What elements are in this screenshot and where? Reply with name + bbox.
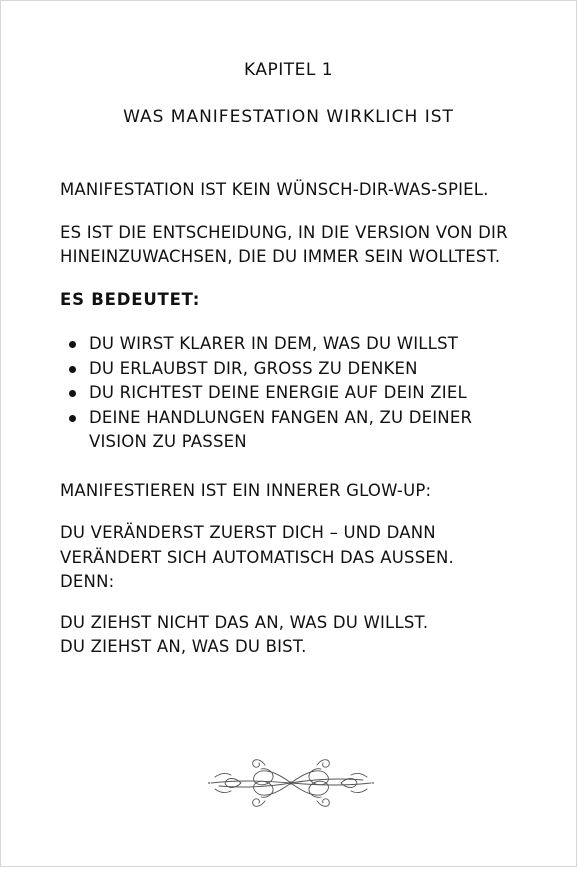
chapter-body xyxy=(60,178,535,678)
paragraph-attraction-line2: DU ZIEHST AN, WAS DU BIST. xyxy=(60,637,307,656)
flourish-divider-icon xyxy=(205,753,377,813)
bullet-icon xyxy=(69,341,76,348)
paragraph-change-line: DU VERÄNDERST ZUERST DICH – UND DANN VERÄNDERT SICH AUTOMATISCH DAS AUSSEN. xyxy=(60,523,454,567)
bullet-icon xyxy=(69,366,76,373)
list-item-text: DU WIRST KLARER IN DEM, WAS DU WILLST xyxy=(89,334,459,353)
list-item xyxy=(60,381,535,406)
meaning-list xyxy=(60,332,535,455)
section-heading: ES BEDEUTET: xyxy=(60,289,201,309)
bullet-icon xyxy=(69,390,76,397)
list-item xyxy=(60,357,535,382)
bullet-icon xyxy=(69,415,76,422)
list-item-text: DU ERLAUBST DIR, GROSS ZU DENKEN xyxy=(89,358,418,378)
paragraph-attraction xyxy=(60,611,535,660)
paragraph-glow-up: MANIFESTIEREN IST EIN INNERER GLOW-UP: xyxy=(60,480,432,500)
list-item xyxy=(60,406,535,455)
paragraph-decision: ES IST DIE ENTSCHEIDUNG, IN DIE VERSION VON DIR HINEINZUWACHSEN, DIE DU IMMER SEIN WOLLTEST. xyxy=(60,222,508,266)
paragraph-intro: MANIFESTATION IST KEIN WÜNSCH-DIR-WAS-SPIEL. xyxy=(60,180,489,199)
paragraph-attraction-line1: DU ZIEHST NICHT DAS AN, WAS DU WILLST. xyxy=(60,612,429,632)
paragraph-change-denn: DENN: xyxy=(60,572,115,591)
paragraph-change xyxy=(60,521,535,595)
list-item-text: DU RICHTEST DEINE ENERGIE AUF DEIN ZIEL xyxy=(89,383,467,402)
list-item-text: DEINE HANDLUNGEN FANGEN AN, ZU DEINER VISION ZU PASSEN xyxy=(89,407,473,451)
chapter-title: WAS MANIFESTATION WIRKLICH IST xyxy=(123,107,454,127)
list-item xyxy=(60,332,535,357)
chapter-number: KAPITEL 1 xyxy=(243,60,334,80)
